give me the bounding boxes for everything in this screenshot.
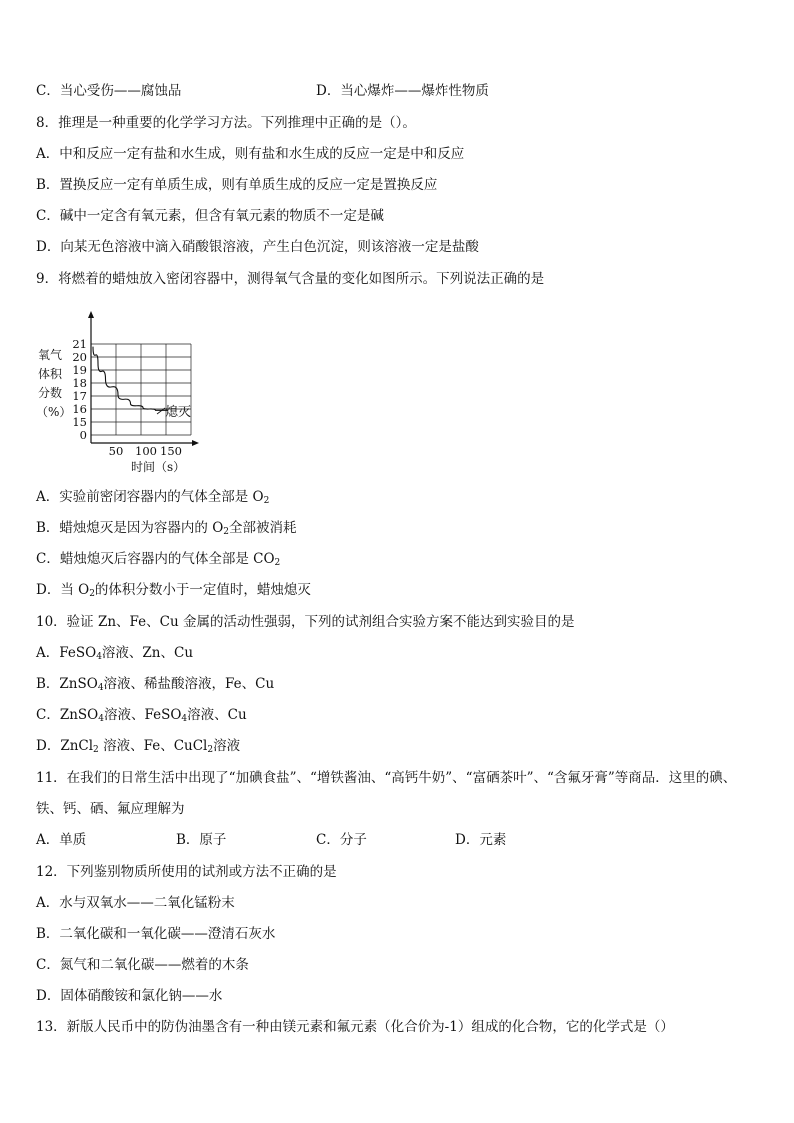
q10-stem: 10．验证 Zn、Fe、Cu 金属的活动性强弱，下列的试剂组合实验方案不能达到实验目的是 [36,614,575,630]
q7-option-d: D．当心爆炸——爆炸性物质 [316,83,489,99]
q13-stem: 13．新版人民币中的防伪油墨含有一种由镁元素和氟元素（化合价为-1）组成的化合物，它的化学式是（） [36,1019,674,1035]
x-tick-label: 50 [108,444,124,458]
q10-option-c: C．ZnSO$_4$溶液、FeSO$_4$溶液、Cu [36,707,247,724]
q8-option-d: D．向某无色溶液中滴入硝酸银溶液，产生白色沉淀，则该溶液一定是盐酸 [36,239,479,255]
q11-stem-line2: 铁、钙、硒、氟应理解为 [36,801,185,817]
chart-ylabel-4: （%） [36,405,72,419]
x-tick-label: 100 [135,444,157,458]
chart-y-arrow [88,311,94,318]
q8-option-a: A．中和反应一定有盐和水生成，则有盐和水生成的反应一定是中和反应 [36,146,465,162]
y-tick-label: 15 [72,415,87,429]
y-tick-label: 0 [79,428,87,442]
q8-option-b: B．置换反应一定有单质生成，则有单质生成的反应一定是置换反应 [36,177,438,193]
q12-option-a: A．水与双氧水——二氧化锰粉末 [36,895,235,911]
q11-option-b: B．原子 [176,832,227,848]
oxygen-chart [34,309,204,479]
q7-option-c: C．当心受伤——腐蚀品 [36,83,182,99]
q9-stem: 9．将燃着的蜡烛放入密闭容器中，测得氧气含量的变化如图所示。下列说法正确的是 [36,271,545,287]
y-tick-label: 17 [72,389,87,403]
y-tick-label: 21 [72,337,87,351]
q10-option-d: D．ZnCl$_2$ 溶液、Fe、CuCl$_2$溶液 [36,738,241,755]
q8-stem: 8．推理是一种重要的化学学习方法。下列推理中正确的是（）。 [36,115,416,131]
q10-option-b: B．ZnSO$_4$溶液、稀盐酸溶液，Fe、Cu [36,676,275,693]
q11-option-a: A．单质 [36,832,87,848]
q9-option-d: D．当 $O_2$的体积分数小于一定值时，蜡烛熄灭 [36,582,311,599]
chart-series-line [93,347,168,411]
y-tick-label: 20 [72,350,87,364]
q12-option-d: D．固体硝酸铵和氯化钠——水 [36,988,223,1004]
chart-xticks [109,444,182,458]
q9-option-b: B．蜡烛熄灭是因为容器内的 $O_2$全部被消耗 [36,520,297,537]
chart-grid [91,344,191,435]
x-tick-label: 150 [160,444,182,458]
chart-xlabel: 时间（s） [131,460,186,474]
y-tick-label: 18 [72,376,87,390]
q12-stem: 12．下列鉴别物质所使用的试剂或方法不正确的是 [36,864,337,880]
q12-option-c: C．氮气和二氧化碳——燃着的木条 [36,957,249,973]
chart-yticks [72,337,87,442]
chart-annotation: 熄灭 [165,405,192,420]
q12-option-b: B．二氧化碳和一氧化碳——澄清石灰水 [36,926,276,942]
q10-option-a: A．FeSO$_4$溶液、Zn、Cu [36,645,194,662]
y-tick-label: 19 [72,363,87,377]
chart-ylabel-3: 分数 [38,386,63,400]
chart-x-arrow [192,440,199,446]
y-tick-label: 16 [72,402,87,416]
chart-ylabel-2: 体积 [38,367,63,381]
q9-option-c: C．蜡烛熄灭后容器内的气体全部是 $CO_2$ [36,551,281,568]
q9-option-a: A．实验前密闭容器内的气体全部是 $O_2$ [36,489,270,506]
q11-option-c: C．分子 [316,832,367,848]
q8-option-c: C．碱中一定含有氧元素，但含有氧元素的物质不一定是碱 [36,208,384,224]
q11-stem-line1: 11．在我们的日常生活中出现了“加碘食盐”、“增铁酱油、“高钙牛奶”、“富硒茶叶”、“含氟牙膏”等商品．这里的碘、 [36,770,737,786]
q11-option-d: D．元素 [455,832,507,848]
chart-ylabel-1: 氧气 [38,348,63,362]
